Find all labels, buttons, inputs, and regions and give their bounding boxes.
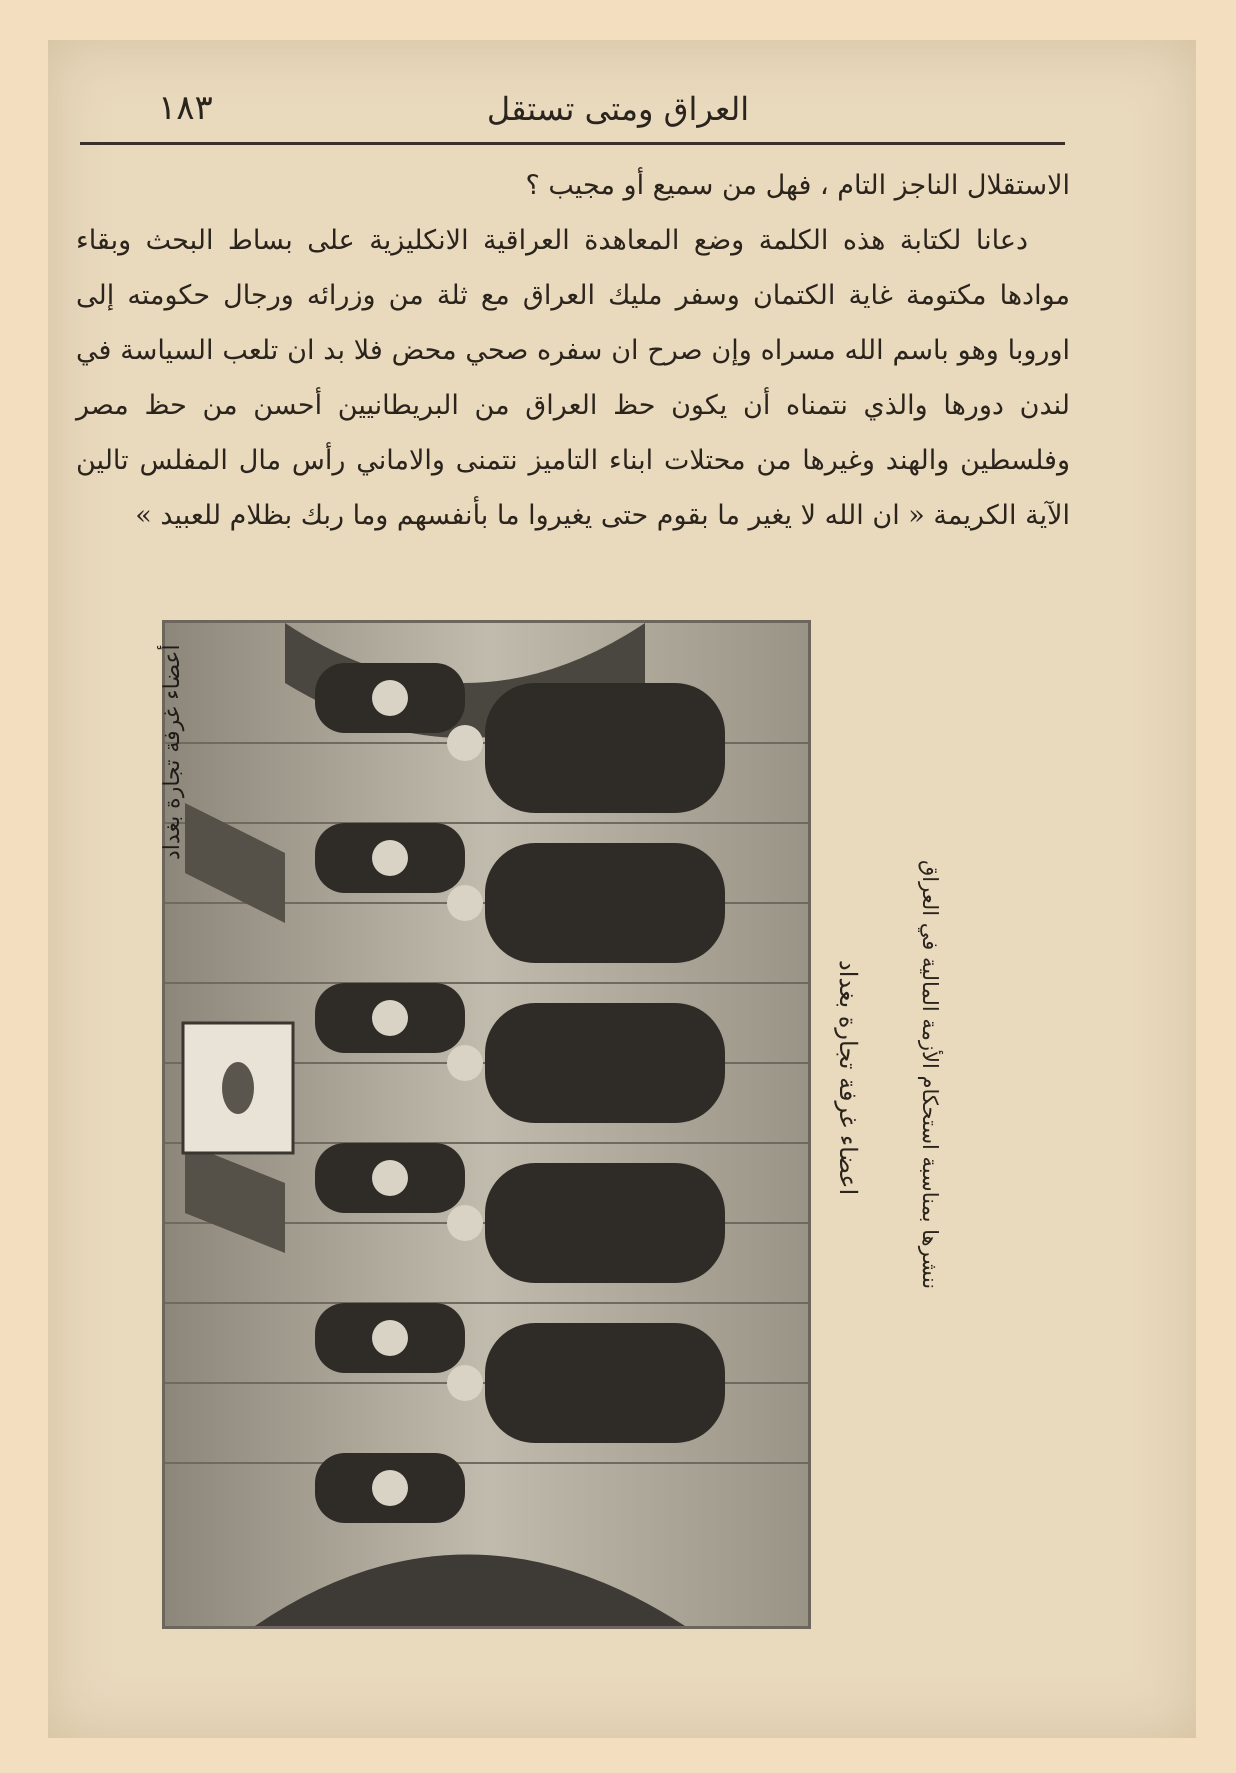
running-head-title: العراق ومتى تستقل [486,90,750,128]
figure-caption: اعضاء غرفة تجارة بغداد [834,960,862,1196]
photo-inscription: أعضاء غرفة تجارة بغداد [160,644,185,860]
paragraph-1: الاستقلال الناجز التام ، فهل من سميع أو مجيب ؟ [525,170,1070,201]
paragraph-2: دعانا لكتابة هذه الكلمة وضع المعاهدة العراقية الانكليزية على بساط البحث وبقاء موادها مكتومة غاية الكتمان وسفر مليك العراق مع ثلة من وزرائه ورجال حكومته إلى اوروبا وهو باسم الله مسراه وإن صرح ان سفره صحي محض فلا بد ان تلعب السياسة في لندن دورها والذي نتمناه أن يكون حظ العراق من البريطانيين أحسن من حظ مصر وفلسطين والهند وغيرها من محتلات ابناء التاميز نتمنى والاماني رأس مال المفلس تالين الآية الكريمة « ان الله لا يغير ما بقوم حتى يغيروا ما بأنفسهم وما ربك بظلام للعبيد » [76,225,1070,531]
figure-side-caption: ننشرها بمناسبة استحكام الأزمة المالية في العراق [918,860,942,1290]
page-number: ١٨٣ [158,88,213,128]
photo-illustration [165,623,808,1626]
group-photograph [162,620,811,1629]
article-body [76,158,1070,543]
header-rule [80,142,1065,145]
